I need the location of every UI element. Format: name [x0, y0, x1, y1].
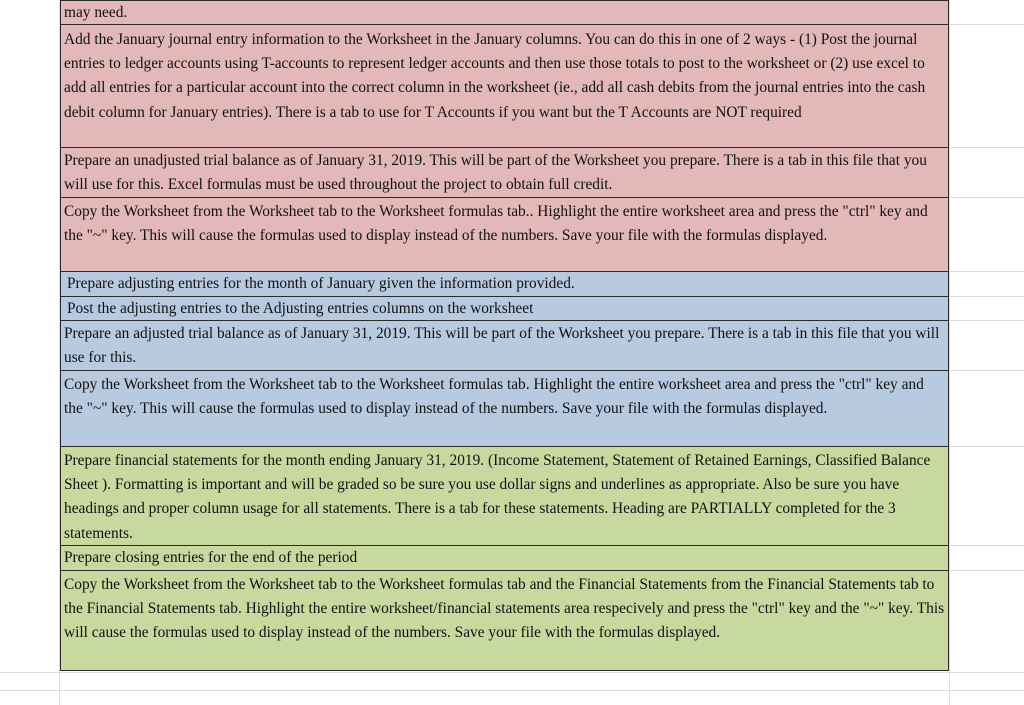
row-gridline	[950, 197, 1024, 198]
row-gridline	[950, 24, 1024, 25]
instruction-cell-post-adjusting-entries[interactable]: Post the adjusting entries to the Adjusting entries columns on the worksheet	[60, 296, 949, 321]
column-gridline-right	[949, 0, 950, 705]
instruction-cell-may-need[interactable]: may need.	[60, 0, 949, 25]
instruction-cell-copy-worksheet-formulas[interactable]: Copy the Worksheet from the Worksheet tab to the Worksheet formulas tab.. Highlight the entire worksheet area and press the "ctrl" key and the "~" key. This will cause the formulas used to display instead of the numbers. Save your file with the formulas displayed.	[60, 197, 949, 272]
row-gridline	[950, 320, 1024, 321]
row-gridline	[950, 147, 1024, 148]
instruction-cell-add-january-entries[interactable]: Add the January journal entry information to the Worksheet in the January columns. You can do this in one of 2 ways - (1) Post the journal entries to ledger accounts using T-accounts to represent ledger accounts and then use those totals to post to the worksheet or (2) use excel to add all entries for a particular account into the correct column in the worksheet (ie., add all cash debits from the journal entries into the cash debit column for January entries). There is a tab to use for T Accounts if you want but the T Accounts are NOT required	[60, 24, 949, 148]
row-gridline	[950, 296, 1024, 297]
instruction-cell-adjusted-trial-balance[interactable]: Prepare an adjusted trial balance as of January 31, 2019. This will be part of the Worksheet you prepare. There is a tab in this file that you will use for this.	[60, 320, 949, 371]
row-gridline	[950, 545, 1024, 546]
row-gridline	[0, 672, 1024, 673]
row-gridline	[0, 690, 1024, 691]
instruction-cell-prepare-adjusting-entries[interactable]: Prepare adjusting entries for the month of January given the information provided.	[60, 271, 949, 297]
instruction-cell-copy-worksheet-and-statements[interactable]: Copy the Worksheet from the Worksheet tab to the Worksheet formulas tab and the Financial Statements from the Financial Statements tab to the Financial Statements tab. Highlight the entire worksheet/financial statements area respecively and press the "ctrl" key and the "~" key. This will cause the formulas used to display instead of the numbers. Save your file with the formulas displayed.	[60, 570, 949, 671]
instruction-cell-copy-worksheet-formulas-adjusted[interactable]: Copy the Worksheet from the Worksheet tab to the Worksheet formulas tab. Highlight the entire worksheet area and press the "ctrl" key and the "~" key. This will cause the formulas used to display instead of the numbers. Save your file with the formulas displayed.	[60, 370, 949, 447]
instruction-cell-unadjusted-trial-balance[interactable]: Prepare an unadjusted trial balance as of January 31, 2019. This will be part of the Worksheet you prepare. There is a tab in this file that you will use for this. Excel formulas must be used throughout the project to obtain full credit.	[60, 147, 949, 198]
instruction-cell-closing-entries[interactable]: Prepare closing entries for the end of the period	[60, 545, 949, 571]
row-gridline	[950, 370, 1024, 371]
row-gridline	[950, 271, 1024, 272]
row-gridline	[950, 570, 1024, 571]
instruction-cell-financial-statements[interactable]: Prepare financial statements for the month ending January 31, 2019. (Income Statement, Statement of Retained Earnings, Classified Balance Sheet ). Formatting is important and will be graded so be sure you use dollar signs and underlines as appropriate. Also be sure you have headings and proper column usage for all statements. There is a tab for these statements. Heading are PARTIALLY completed for the 3 statements.	[60, 446, 949, 546]
row-gridline	[950, 446, 1024, 447]
